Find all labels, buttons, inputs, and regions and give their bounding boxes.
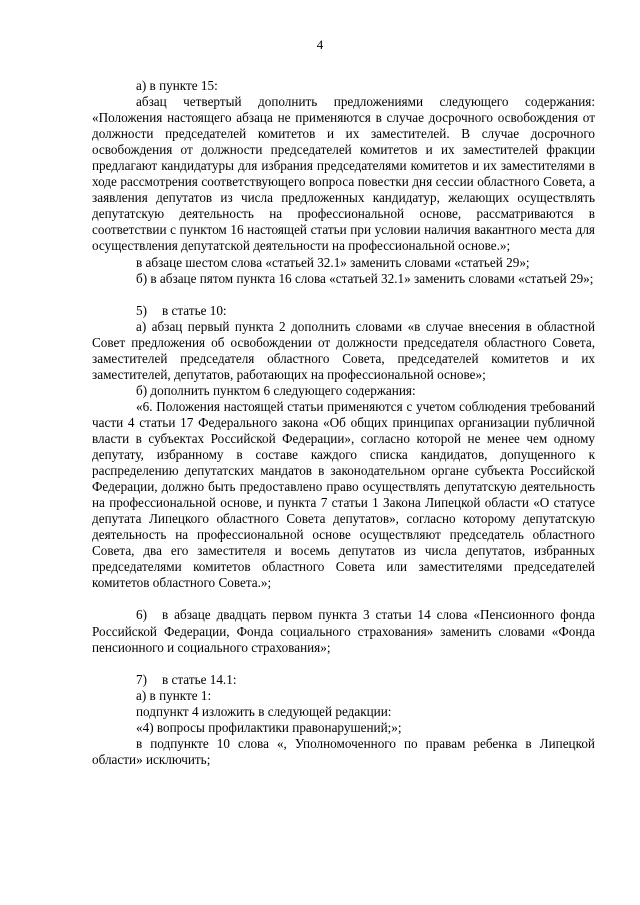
paragraph-item-6 xyxy=(92,607,595,655)
item-text: в абзаце двадцать первом пункта 3 статьи 14 слова «Пенсионного фонда Российской Федерации, Фонда социального страхования» заменить словами «Фонда пенсионного и социального страхования»; xyxy=(92,607,595,655)
paragraph-point-6-text: «6. Положения настоящей статьи применяются с учетом соблюдения требований части 4 статьи 17 Федерального закона «Об общих принципах организации публичной власти в субъектах Российской Федерации», согласно которой не менее чем одному депутату, избранному в составе каждого списка кандидатов, допущенного к распределению депутатских мандатов в законодательном органе субъекта Российской Федерации, должно быть предоставлено право осуществлять депутатскую деятельность на профессиональной основе, и пункта 7 статьи 1 Закона Липецкой области «О статусе депутата Липецкого областного Совета депутатов», согласно которому депутатскую деятельность на профессиональной основе осуществляют председатель областного Совета, два его заместителя и восемь депутатов из числа депутатов, избранных председателями комитетов областного Совета или заместителями председателей комитетов областного Совета.»; xyxy=(92,398,595,591)
page-number: 4 xyxy=(316,37,324,52)
item-number: 5) xyxy=(136,302,147,318)
paragraph-item-5 xyxy=(92,303,595,319)
item-number: 7) xyxy=(136,671,147,687)
paragraph-abzac-sixth: в абзаце шестом слова «статьей 32.1» заменить словами «статьей 29»; xyxy=(136,254,530,270)
spacer xyxy=(92,287,595,303)
paragraph-abzac-fourth: абзац четвертый дополнить предложениями следующего содержания: «Положения настоящего абзаца не применяются в случае досрочного освобождения от должности председателей комитетов и их заместителей. В случае досрочного освобождения от должности председателей комитетов и их заместителей фракции предлагают кандидатуры для избрания председателями комитетов и их заместителями в ходе рассмотрения соответствующего вопроса повестки дня сессии областного Совета, а заявления депутатов из числа предложенных кандидатур, желающих осуществлять депутатскую деятельность на профессиональной основе, рассматриваются в соответствии с пунктом 16 настоящей статьи при условии наличия вакантного места для осуществления депутатской деятельности на профессиональной основе.»; xyxy=(92,94,595,254)
document-body xyxy=(92,78,595,768)
paragraph-article10-a: а) абзац первый пункта 2 дополнить словами «в случае внесения в областной Совет предложения об освобождении от должности председателя областного Совета, заместителей председателя областного Совета, председателей комитетов и их заместителей, депутатов, работающих на профессиональной основе»; xyxy=(92,318,595,382)
paragraph-subpoint-4-text: «4) вопросы профилактики правонарушений;»; xyxy=(136,719,402,735)
spacer xyxy=(92,656,595,672)
item-text: в статье 14.1: xyxy=(162,671,237,687)
paragraph-subpoint-4: подпункт 4 изложить в следующей редакции: xyxy=(136,703,392,719)
paragraph-article14-1-a: а) в пункте 1: xyxy=(136,687,212,703)
paragraph-article10-b: б) дополнить пунктом 6 следующего содержания: xyxy=(136,382,416,398)
item-text: в статье 10: xyxy=(162,302,227,318)
paragraph-item-b-point-16: б) в абзаце пятом пункта 16 слова «статьей 32.1» заменить словами «статьей 29»; xyxy=(136,270,594,286)
item-number: 6) xyxy=(136,607,147,623)
paragraph-item-a-point-15: а) в пункте 15: xyxy=(136,78,218,93)
paragraph-item-7 xyxy=(92,672,595,688)
spacer xyxy=(92,591,595,607)
paragraph-subpoint-10: в подпункте 10 слова «, Уполномоченного по правам ребенка в Липецкой области» исключить; xyxy=(92,735,595,767)
